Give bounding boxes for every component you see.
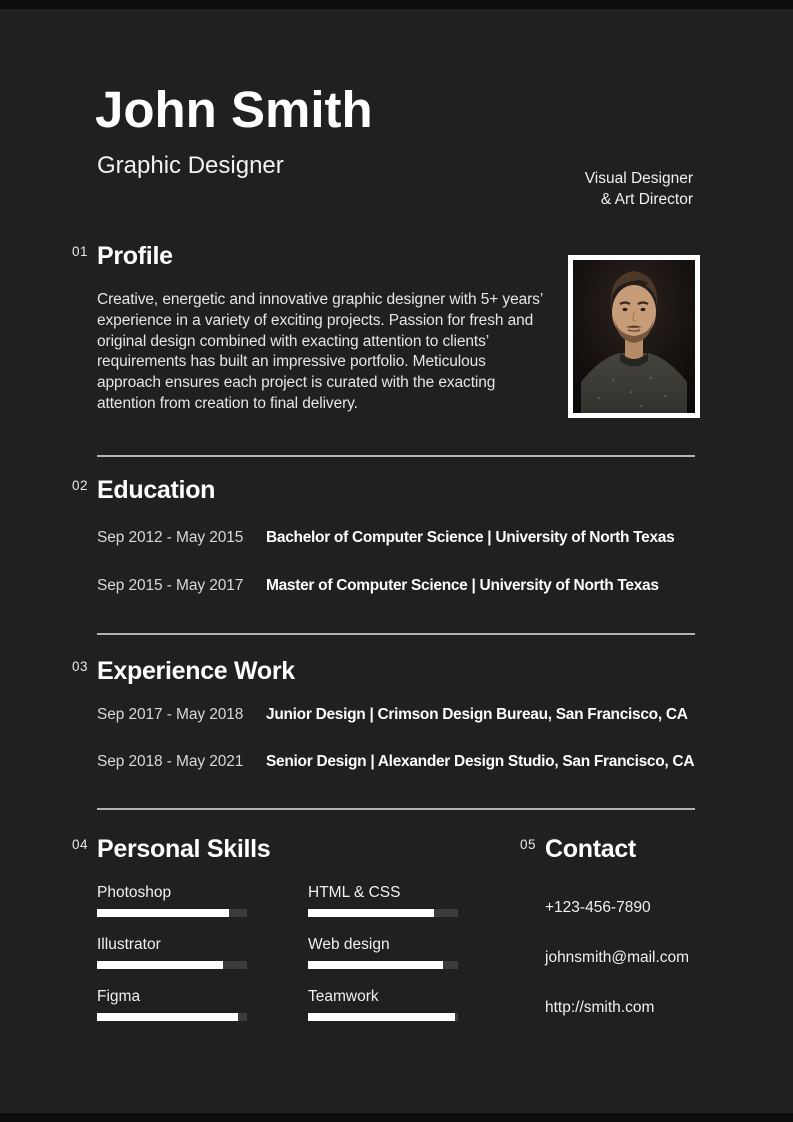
- skill-bar-track: [97, 961, 247, 969]
- portrait-illustration: [573, 260, 695, 413]
- skills-grid: [97, 884, 458, 1040]
- skill-item: [308, 936, 458, 988]
- education-row: [97, 529, 747, 547]
- education-description: Master of Computer Science | University of North Texas: [266, 577, 659, 594]
- skill-bar-track: [308, 961, 458, 969]
- section-title-education: Education: [97, 476, 216, 504]
- skill-label: Illustrator: [97, 936, 161, 953]
- skill-item: [97, 936, 247, 988]
- section-number: 05: [520, 837, 537, 852]
- skill-label: Figma: [97, 988, 141, 1005]
- education-dates: Sep 2012 - May 2015: [97, 529, 244, 546]
- skill-bar-fill: [97, 961, 223, 969]
- bottom-edge-band: [0, 1113, 793, 1122]
- experience-row: [97, 753, 747, 771]
- contact-phone[interactable]: +123-456-7890: [545, 899, 651, 916]
- experience-description: Junior Design | Crimson Design Bureau, San Francisco, CA: [266, 706, 688, 723]
- side-title-line1: Visual Designer: [584, 170, 693, 187]
- contact-email[interactable]: johnsmith@mail.com: [545, 949, 690, 966]
- section-number: 01: [72, 244, 89, 259]
- skill-bar-track: [308, 1013, 458, 1021]
- section-title-skills: Personal Skills: [97, 835, 271, 863]
- skill-label: HTML & CSS: [308, 884, 401, 901]
- side-title: [585, 168, 693, 210]
- profile-summary: Creative, energetic and innovative graphic designer with 5+ years’ experience in a variety of exciting projects. Passion for fresh and original design combined with exacting attention to clients’ requirements has built an impressive portfolio. Meticulous approach ensures each project is curated with the exacting attention from creation to final delivery.: [97, 291, 543, 412]
- person-name: John Smith: [95, 81, 373, 138]
- skill-bar-track: [308, 909, 458, 917]
- contact-list: [545, 899, 689, 1017]
- section-head-skills: [72, 836, 270, 864]
- section-number: 04: [72, 837, 89, 852]
- section-number: 03: [72, 659, 89, 674]
- section-head-contact: [520, 836, 636, 864]
- section-head-experience: [72, 658, 295, 686]
- section-head-education: [72, 477, 215, 505]
- top-edge-band: [0, 0, 793, 9]
- skill-label: Web design: [308, 936, 390, 953]
- job-title: Graphic Designer: [97, 152, 284, 179]
- section-title-profile: Profile: [97, 242, 173, 270]
- profile-photo: [568, 255, 700, 418]
- divider: [97, 808, 695, 810]
- section-number: 02: [72, 478, 89, 493]
- contact-website[interactable]: http://smith.com: [545, 999, 655, 1016]
- section-title-contact: Contact: [545, 835, 636, 863]
- skill-label: Teamwork: [308, 988, 379, 1005]
- skill-item: [308, 884, 458, 936]
- skill-bar-track: [97, 909, 247, 917]
- skill-bar-fill: [97, 1013, 238, 1021]
- experience-row: [97, 706, 747, 724]
- skill-bar-fill: [97, 909, 229, 917]
- divider: [97, 455, 695, 457]
- skill-item: [97, 884, 247, 936]
- skill-bar-track: [97, 1013, 247, 1021]
- education-description: Bachelor of Computer Science | University of North Texas: [266, 529, 675, 546]
- divider: [97, 633, 695, 635]
- skill-item: [308, 988, 458, 1040]
- skill-item: [97, 988, 247, 1040]
- experience-dates: Sep 2017 - May 2018: [97, 706, 244, 723]
- education-row: [97, 577, 747, 595]
- section-head-profile: [72, 243, 173, 271]
- skill-bar-fill: [308, 909, 434, 917]
- section-title-experience: Experience Work: [97, 657, 295, 685]
- education-dates: Sep 2015 - May 2017: [97, 577, 244, 594]
- skill-label: Photoshop: [97, 884, 172, 901]
- skill-bar-fill: [308, 961, 443, 969]
- experience-description: Senior Design | Alexander Design Studio, San Francisco, CA: [266, 753, 695, 770]
- side-title-line2: & Art Director: [600, 191, 693, 208]
- experience-dates: Sep 2018 - May 2021: [97, 753, 244, 770]
- skill-bar-fill: [308, 1013, 455, 1021]
